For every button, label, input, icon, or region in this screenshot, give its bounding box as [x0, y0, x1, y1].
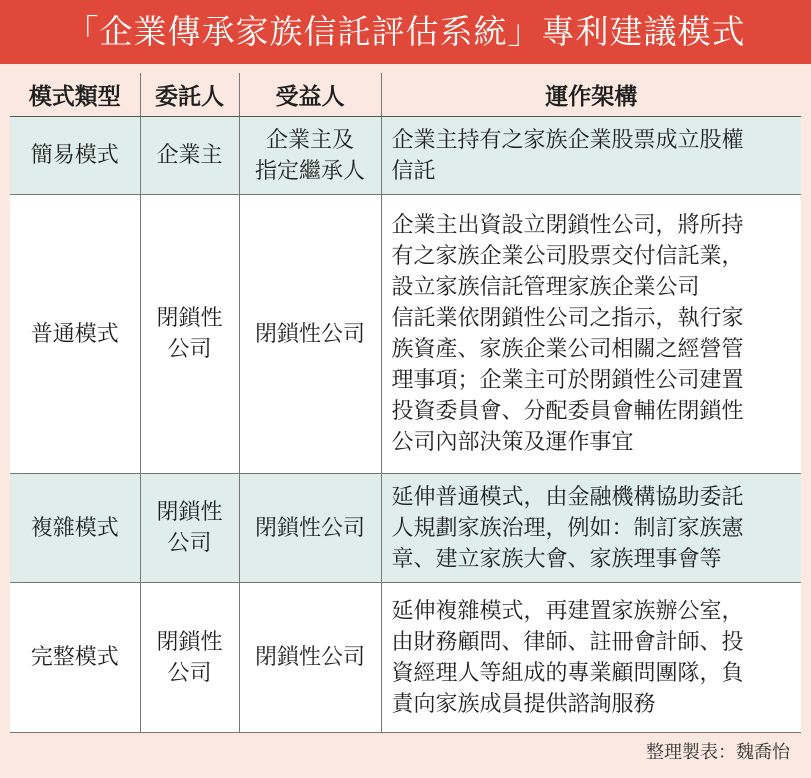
settlor-cell — [140, 195, 239, 474]
beneficiary-line: 閉鎖性公司 — [254, 645, 365, 670]
beneficiary-line: 指定繼承人 — [254, 158, 365, 184]
mode-type-cell: 簡易模式 — [10, 117, 140, 195]
table-body — [10, 117, 801, 733]
settlor-line: 公司 — [167, 531, 212, 556]
operation-line: 人規劃家族治理，例如：制訂家族憲 — [391, 515, 744, 541]
settlor-line: 企業主 — [156, 143, 223, 168]
mode-table-container — [10, 73, 801, 734]
operation-line: 族資產、家族企業公司相關之經營管 — [391, 337, 744, 362]
operation-cell — [381, 583, 801, 733]
operation-line: 延伸普通模式，由金融機構協助委託 — [391, 484, 744, 510]
beneficiary-line: 閉鎖性公司 — [254, 515, 365, 541]
beneficiary-cell — [239, 583, 381, 733]
credit-line: 整理製表：魏喬怡 — [646, 742, 790, 763]
beneficiary-cell — [239, 195, 381, 474]
operation-cell — [381, 195, 801, 474]
settlor-line: 閉鎖性 — [156, 629, 223, 655]
operation-line: 企業主出資設立閉鎖性公司，將所持 — [391, 213, 744, 238]
operation-line: 信託業依閉鎖性公司之指示，執行家 — [391, 306, 744, 331]
mode-type-cell: 普通模式 — [10, 195, 140, 474]
settlor-line: 公司 — [167, 660, 212, 686]
operation-line: 設立家族信託管理家族企業公司 — [391, 275, 700, 300]
beneficiary-line: 企業主及 — [265, 127, 354, 153]
beneficiary-line: 閉鎖性公司 — [254, 321, 365, 347]
settlor-line: 閉鎖性 — [156, 500, 223, 525]
header-beneficiary: 受益人 — [239, 73, 381, 117]
header-row — [10, 73, 801, 117]
table-header — [10, 73, 801, 117]
table-row — [10, 117, 801, 195]
settlor-line: 公司 — [167, 337, 212, 362]
operation-cell — [381, 117, 801, 195]
operation-line: 由財務顧問、律師、註冊會計師、投 — [391, 629, 744, 655]
mode-table — [10, 73, 801, 733]
table-row — [10, 474, 801, 583]
page-title: 「企業傳承家族信託評估系統」專利建議模式 — [0, 0, 811, 64]
header-mode-type: 模式類型 — [10, 73, 140, 117]
operation-line: 公司內部決策及運作事宜 — [391, 430, 634, 455]
operation-line: 企業主持有之家族企業股票成立股權 — [391, 127, 744, 153]
operation-line: 章、建立家族大會、家族理事會等 — [391, 546, 722, 572]
operation-line: 理事項；企業主可於閉鎖性公司建置 — [391, 368, 744, 393]
operation-line: 責向家族成員提供諮詢服務 — [391, 691, 656, 717]
settlor-line: 閉鎖性 — [156, 306, 223, 331]
operation-line: 有之家族企業公司股票交付信託業， — [391, 244, 744, 269]
operation-cell — [381, 474, 801, 583]
settlor-cell — [140, 117, 239, 195]
mode-type-cell: 完整模式 — [10, 583, 140, 733]
mode-type-cell: 複雜模式 — [10, 474, 140, 583]
header-operation: 運作架構 — [381, 73, 801, 117]
operation-line: 信託 — [391, 158, 436, 184]
settlor-cell — [140, 474, 239, 583]
operation-line: 投資委員會、分配委員會輔佐閉鎖性 — [391, 399, 744, 424]
header-settlor: 委託人 — [140, 73, 239, 117]
beneficiary-cell — [239, 474, 381, 583]
settlor-cell — [140, 583, 239, 733]
table-row — [10, 583, 801, 733]
beneficiary-cell — [239, 117, 381, 195]
operation-line: 延伸複雜模式，再建置家族辦公室， — [391, 598, 744, 624]
operation-line: 資經理人等組成的專業顧問團隊，負 — [391, 660, 744, 686]
table-row — [10, 195, 801, 474]
